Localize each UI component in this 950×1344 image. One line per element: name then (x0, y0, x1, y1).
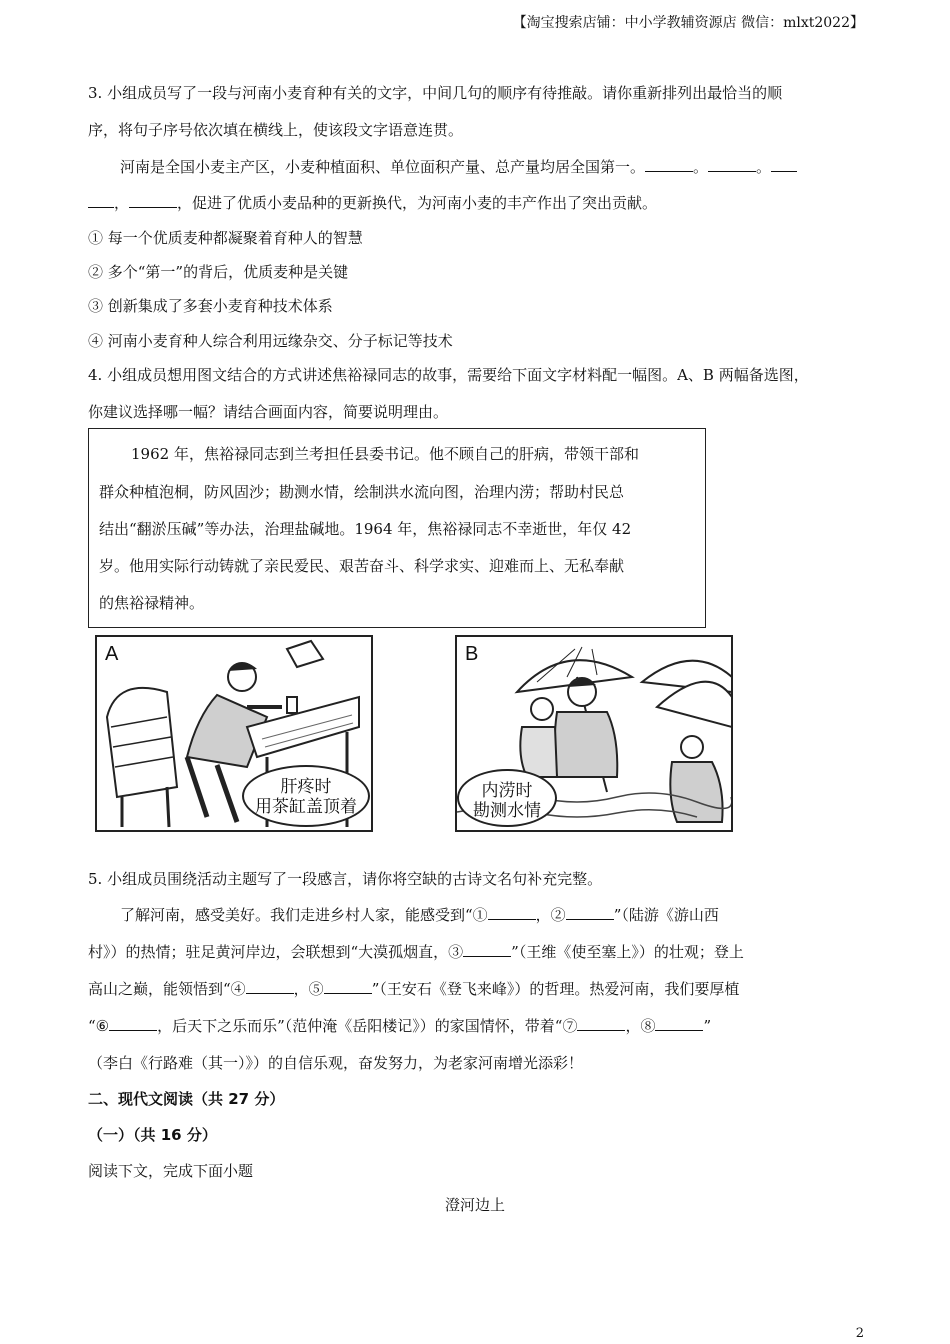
picture-b-caption-1: 内涝时 (481, 781, 533, 800)
section-heading: 二、现代文阅读（共 27 分） (88, 1090, 285, 1108)
q3-option-1: ① 每一个优质麦种都凝聚着育种人的智慧 (88, 229, 363, 247)
q5-blank-1[interactable] (488, 905, 536, 920)
q4-stem-line1: 4. 小组成员想用图文结合的方式讲述焦裕禄同志的故事，需要给下面文字材料配一幅图。A、B 两幅备选图， (88, 366, 809, 384)
q5-text: ，⑤ (293, 980, 324, 998)
picture-a-label: A (105, 643, 119, 665)
q5-line4 (88, 1015, 711, 1036)
q5-line1 (120, 904, 719, 925)
box-line: 1962 年，焦裕禄同志到兰考担任县委书记。他不顾自己的肝病，带领干部和 (131, 445, 639, 463)
box-line: 岁。他用实际行动铸就了亲民爱民、艰苦奋斗、科学求实、迎难而上、无私奉献 (99, 557, 625, 575)
q3-blank-1[interactable] (645, 157, 693, 172)
q5-text: 村》）的热情；驻足黄河岸边，会联想到“大漠孤烟直，③ (88, 943, 464, 961)
q5-line5: （李白《行路难（其一）》）的自信乐观，奋发努力，为老家河南增光添彩！ (88, 1054, 584, 1072)
q3-blank-4[interactable] (129, 193, 177, 208)
q5-text: 高山之巅，能领悟到“④ (88, 980, 246, 998)
q5-text: ”（王安石《登飞来峰》）的哲理。热爱河南，我们要厚植 (371, 980, 740, 998)
q5-text: ，② (535, 906, 566, 924)
q3-option-4: ④ 河南小麦育种人综合利用远缘杂交、分子标记等技术 (88, 332, 453, 350)
q5-blank-7[interactable] (577, 1016, 625, 1031)
q3-stem-line1: 3. 小组成员写了一段与河南小麦育种有关的文字，中间几句的顺序有待推敲。请你重新排列出最恰当的顺 (88, 84, 783, 102)
picture-a-speech-bubble (242, 765, 370, 827)
q3-blank-3a[interactable] (771, 157, 797, 172)
q5-text: ，后天下之乐而乐”（范仲淹《岳阳楼记》）的家国情怀，带着“⑦ (157, 1017, 578, 1035)
q5-blank-8[interactable] (655, 1016, 703, 1031)
picture-a[interactable] (95, 635, 373, 832)
q5-blank-6[interactable] (109, 1016, 157, 1031)
q5-blank-4[interactable] (246, 979, 294, 994)
q4-material-box (88, 428, 706, 628)
q3-paragraph-end: ，促进了优质小麦品种的更新换代，为河南小麦的丰产作出了突出贡献。 (177, 194, 658, 212)
picture-b-caption-2: 勘测水情 (473, 801, 541, 820)
q3-paragraph-line1: 河南是全国小麦主产区，小麦种植面积、单位面积产量、总产量均居全国第一。 。 。 (120, 156, 797, 177)
article-title: 澄河边上 (444, 1196, 505, 1214)
q3-option-3: ③ 创新集成了多套小麦育种技术体系 (88, 297, 333, 315)
q3-option-2: ② 多个“第一”的背后，优质麦种是关键 (88, 263, 349, 281)
picture-a-caption-2: 用茶缸盖顶着 (255, 797, 357, 816)
q5-blank-5[interactable] (324, 979, 372, 994)
q3-paragraph-text: 河南是全国小麦主产区，小麦种植面积、单位面积产量、总产量均居全国第一。 (120, 158, 646, 176)
q5-blank-2[interactable] (566, 905, 614, 920)
q5-text: ” (703, 1017, 712, 1035)
q3-blank-3b[interactable] (88, 193, 114, 208)
picture-b-speech-bubble (457, 769, 557, 827)
page-number: 2 (855, 1326, 864, 1341)
picture-a-caption-1: 肝疼时 (280, 777, 332, 796)
q5-blank-3[interactable] (463, 942, 511, 957)
reading-instruction: 阅读下文，完成下面小题 (88, 1162, 254, 1180)
picture-b-label: B (465, 643, 479, 665)
q5-line3 (88, 978, 739, 999)
q5-text: ，⑧ (625, 1017, 656, 1035)
q5-text: “⑥ (88, 1017, 110, 1035)
q5-stem: 5. 小组成员围绕活动主题写了一段感言，请你将空缺的古诗文名句补充完整。 (88, 870, 603, 888)
q5-text: ”（王维《使至塞上》）的壮观；登上 (511, 943, 744, 961)
q5-text: 了解河南，感受美好。我们走进乡村人家，能感受到“① (120, 906, 488, 924)
q3-paragraph-line2: ， ，促进了优质小麦品种的更新换代，为河南小麦的丰产作出了突出贡献。 (88, 192, 657, 213)
box-line: 群众种植泡桐，防风固沙；勘测水情，绘制洪水流向图，治理内涝；帮助村民总 (99, 483, 625, 501)
subsection-heading: （一）（共 16 分） (88, 1126, 217, 1144)
page-header: 【淘宝搜索店铺：中小学教辅资源店 微信：mlxt2022】 (512, 15, 864, 31)
box-line: 的焦裕禄精神。 (99, 594, 205, 612)
q3-stem-line2: 序，将句子序号依次填在横线上，使该段文字语意连贯。 (88, 121, 464, 139)
q5-text: ”（陆游《游山西 (613, 906, 719, 924)
q4-stem-line2: 你建议选择哪一幅？请结合画面内容，简要说明理由。 (88, 403, 449, 421)
box-line: 结出“翻淤压碱”等办法，治理盐碱地。1964 年，焦裕禄同志不幸逝世，年仅 42 (99, 520, 632, 538)
q3-blank-2[interactable] (708, 157, 756, 172)
q5-line2 (88, 941, 744, 962)
picture-b[interactable] (455, 635, 733, 832)
